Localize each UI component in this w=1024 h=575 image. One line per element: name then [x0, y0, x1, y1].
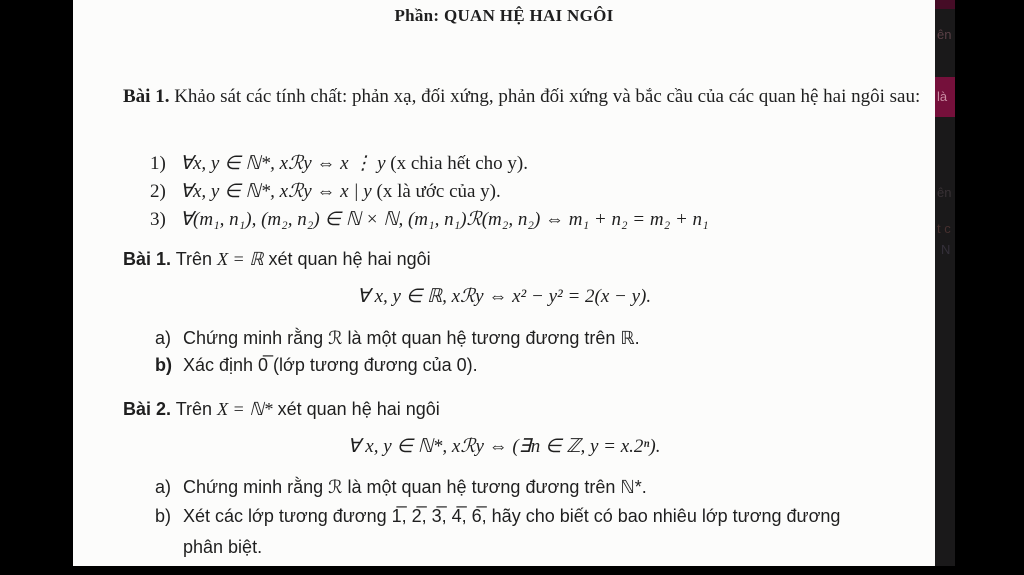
problem-1-item-b-number: b)	[155, 355, 172, 375]
relation-item-1	[150, 150, 950, 178]
problem-1-label: Bài 1.	[123, 249, 172, 269]
problem-2-item-a	[155, 474, 885, 501]
problem-2-formula: ∀ x, y ∈ ℕ*, xℛy ⇔ (∃n ∈ ℤ, y = x.2ⁿ).	[347, 436, 661, 457]
bottom-letterbox-bar	[0, 566, 1024, 575]
relation-item-1-formula: ∀x, y ∈ ℕ*, xℛy ⇔ x ⋮ y (x chia hết cho y).	[180, 153, 528, 174]
problem-1-formula: ∀ x, y ∈ ℝ, xℛy ⇔ x² − y² = 2(x − y).	[356, 286, 652, 307]
problem-2-label: Bài 2.	[123, 399, 172, 419]
problem-2-set: X = ℕ*	[217, 399, 273, 419]
problem-1-item-b	[155, 352, 885, 379]
strip-fragment[interactable]: N	[941, 242, 951, 257]
left-letterbox-bar	[0, 0, 73, 575]
strip-fragment-highlighted[interactable]: là	[935, 77, 955, 117]
strip-fragment[interactable]: t c	[937, 221, 951, 236]
side-panel-strip[interactable]	[935, 0, 955, 566]
problem-1-heading: Bài 1. Trên X = ℝ xét quan hệ hai ngôi	[123, 249, 431, 269]
relation-item-2	[150, 178, 950, 206]
problem-1-item-a-text: Chứng minh rằng ℛ là một quan hệ tương đương trên ℝ.	[183, 328, 640, 348]
problem-2-subitems	[155, 474, 885, 563]
relation-list	[150, 150, 950, 234]
problem-2-item-b-number: b)	[155, 506, 172, 526]
strip-fragment[interactable]: ên	[937, 185, 952, 200]
relation-item-3	[150, 206, 950, 234]
relation-item-1-number: 1)	[150, 153, 166, 174]
problem-2-item-b-text: Xét các lớp tương đương 1̅, 2̅, 3̅, 4̅, 6̅, hãy cho biết có bao nhiêu lớp tương đương phân biệt.	[183, 506, 841, 557]
problem-1-item-a	[155, 325, 885, 352]
relation-item-3-number: 3)	[150, 209, 166, 230]
exercise-1-label: Bài 1.	[123, 86, 170, 107]
right-letterbox-bar	[955, 0, 1024, 575]
problem-2-heading: Bài 2. Trên X = ℕ* xét quan hệ hai ngôi	[123, 399, 440, 419]
relation-item-2-number: 2)	[150, 181, 166, 202]
page-title: Phần: QUAN HỆ HAI NGÔI	[394, 6, 614, 25]
strip-fragment[interactable]: ên	[937, 27, 952, 42]
problem-1-item-a-number: a)	[155, 328, 172, 348]
problem-1-set: X = ℝ	[217, 249, 264, 269]
strip-accent-bar	[935, 0, 955, 9]
problem-2-item-a-number: a)	[155, 477, 172, 497]
exercise-1-text: Khảo sát các tính chất: phản xạ, đối xứng, phản đối xứng và bắc cầu của các quan hệ hai ngôi sau:	[169, 86, 921, 107]
document-page	[73, 0, 935, 566]
problem-1-subitems	[155, 325, 885, 379]
problem-1-item-b-text: Xác định 0̅ (lớp tương đương của 0).	[183, 355, 478, 375]
relation-item-2-formula: ∀x, y ∈ ℕ*, xℛy ⇔ x | y (x là ước của y).	[180, 181, 501, 202]
relation-item-3-formula: ∀(m₁, n₁), (m₂, n₂) ∈ ℕ × ℕ, (m₁, n₁)ℛ(m₂, n₂) ⇔ m₁ + n₂ = m₂ + n₁	[180, 209, 709, 230]
problem-2-item-a-text: Chứng minh rằng ℛ là một quan hệ tương đương trên ℕ*.	[183, 477, 647, 497]
exercise-1-statement	[123, 84, 923, 110]
problem-2-item-b	[155, 501, 885, 563]
